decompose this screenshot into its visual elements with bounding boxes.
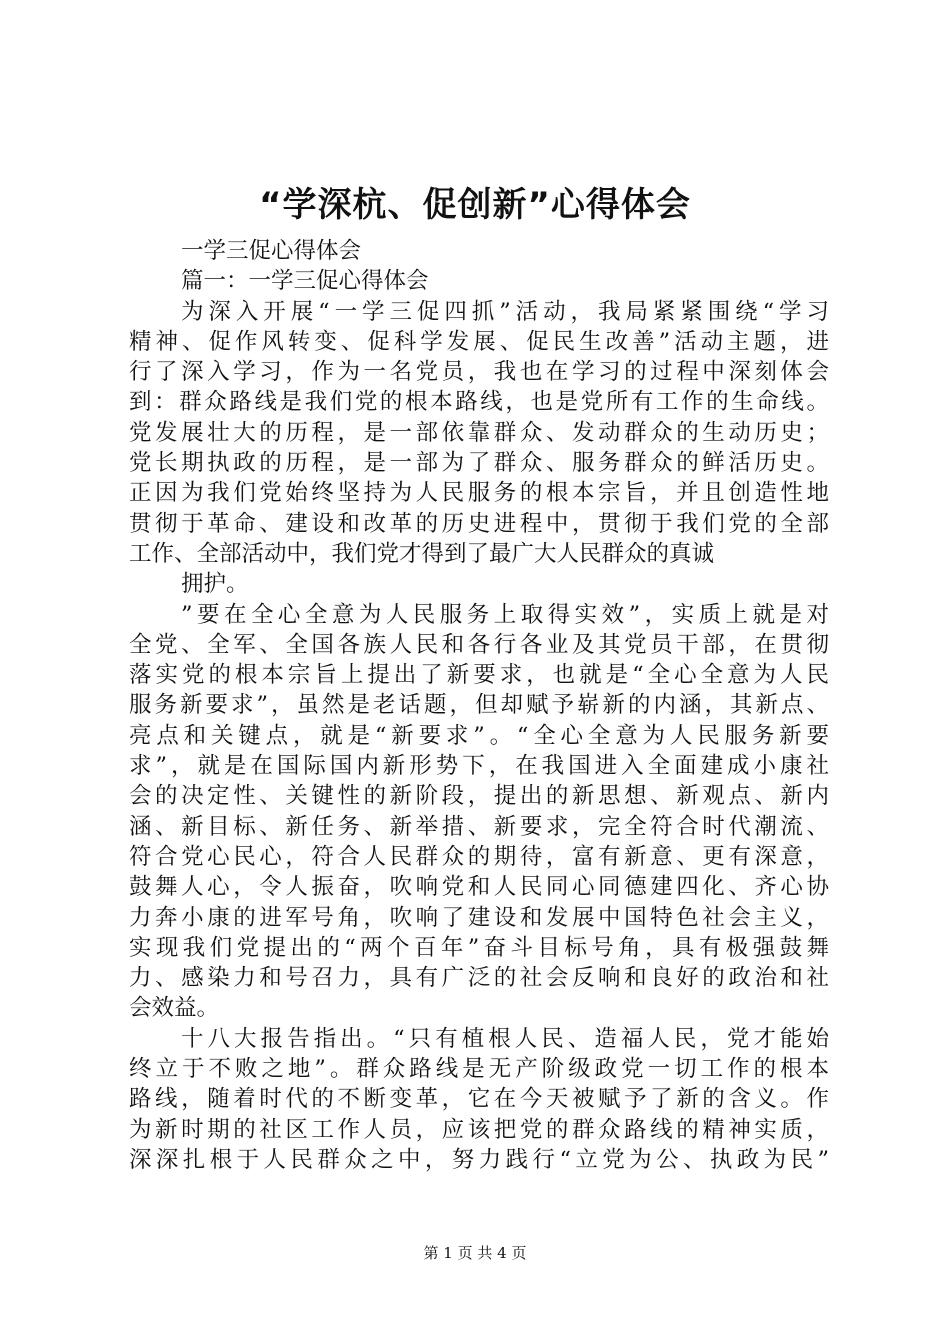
text-line: 党发展壮大的历程，是一部依靠群众、发动群众的生动历史； xyxy=(129,419,829,446)
text-line: 全党、全军、全国各族人民和各行各业及其党员干部，在贯彻 xyxy=(129,631,829,658)
text-line: 正因为我们党始终坚持为人民服务的根本宗旨，并且创造性地 xyxy=(129,480,829,507)
text-line: 涵、新目标、新任务、新举措、新要求，完全符合时代潮流、 xyxy=(129,813,829,840)
text-line: 会效益。 xyxy=(129,995,220,1022)
text-line: 工作、全部活动中，我们党才得到了最广大人民群众的真诚 xyxy=(129,540,715,567)
text-line: 亮点和关键点，就是“新要求”。“全心全意为人民服务新要 xyxy=(129,722,829,749)
text-line: 拥护。 xyxy=(181,571,249,598)
text-line: 鼓舞人心，令人振奋，吹响党和人民同心同德建四化、齐心协 xyxy=(129,874,829,901)
text-line: 为新时期的社区工作人员，应该把党的群众路线的精神实质， xyxy=(129,1116,829,1143)
text-line: 服务新要求”，虽然是老话题，但却赋予崭新的内涵，其新点、 xyxy=(129,692,829,719)
text-line: 力、感染力和号召力，具有广泛的社会反响和良好的政治和社 xyxy=(129,965,829,992)
text-line: 精神、促作风转变、促科学发展、促民生改善”活动主题，进 xyxy=(129,328,829,355)
text-line: 落实党的根本宗旨上提出了新要求，也就是“全心全意为人民 xyxy=(129,662,829,689)
text-line: 十八大报告指出。“只有植根人民、造福人民，党才能始 xyxy=(181,1025,829,1052)
text-line: 会的决定性、关键性的新阶段，提出的新思想、新观点、新内 xyxy=(129,783,829,810)
text-line: 路线，随着时代的不断变革，它在今天被赋予了新的含义。作 xyxy=(129,1086,829,1113)
document-title: “学深杭、促创新”心得体会 xyxy=(259,185,691,225)
page-footer: 第 1 页 共 4 页 xyxy=(423,1244,527,1262)
text-line: 一学三促心得体会 xyxy=(181,238,362,264)
text-line: 终立于不败之地”。群众路线是无产阶级政党一切工作的根本 xyxy=(129,1056,829,1083)
text-line: 到：群众路线是我们党的根本路线，也是党所有工作的生命线。 xyxy=(129,389,829,416)
text-line: 篇一：一学三促心得体会 xyxy=(181,268,429,295)
text-line: 行了深入学习，作为一名党员，我也在学习的过程中深刻体会 xyxy=(129,359,829,386)
text-line: 为深入开展“一学三促四抓”活动，我局紧紧围绕“学习 xyxy=(181,298,829,325)
text-line: ”要在全心全意为人民服务上取得实效”，实质上就是对 xyxy=(181,601,829,628)
text-line: 贯彻于革命、建设和改革的历史进程中，贯彻于我们党的全部 xyxy=(129,510,829,537)
text-line: 深深扎根于人民群众之中，努力践行“立党为公、执政为民” xyxy=(129,1146,829,1173)
text-line: 实现我们党提出的“两个百年”奋斗目标号角，具有极强鼓舞 xyxy=(129,934,829,961)
text-line: 党长期执政的历程，是一部为了群众、服务群众的鲜活历史。 xyxy=(129,450,829,477)
text-line: 求”，就是在国际国内新形势下，在我国进入全面建成小康社 xyxy=(129,753,829,780)
text-line: 力奔小康的进军号角，吹响了建设和发展中国特色社会主义， xyxy=(129,904,829,931)
text-line: 符合党心民心，符合人民群众的期待，富有新意、更有深意， xyxy=(129,843,829,870)
document-body xyxy=(129,236,829,1175)
